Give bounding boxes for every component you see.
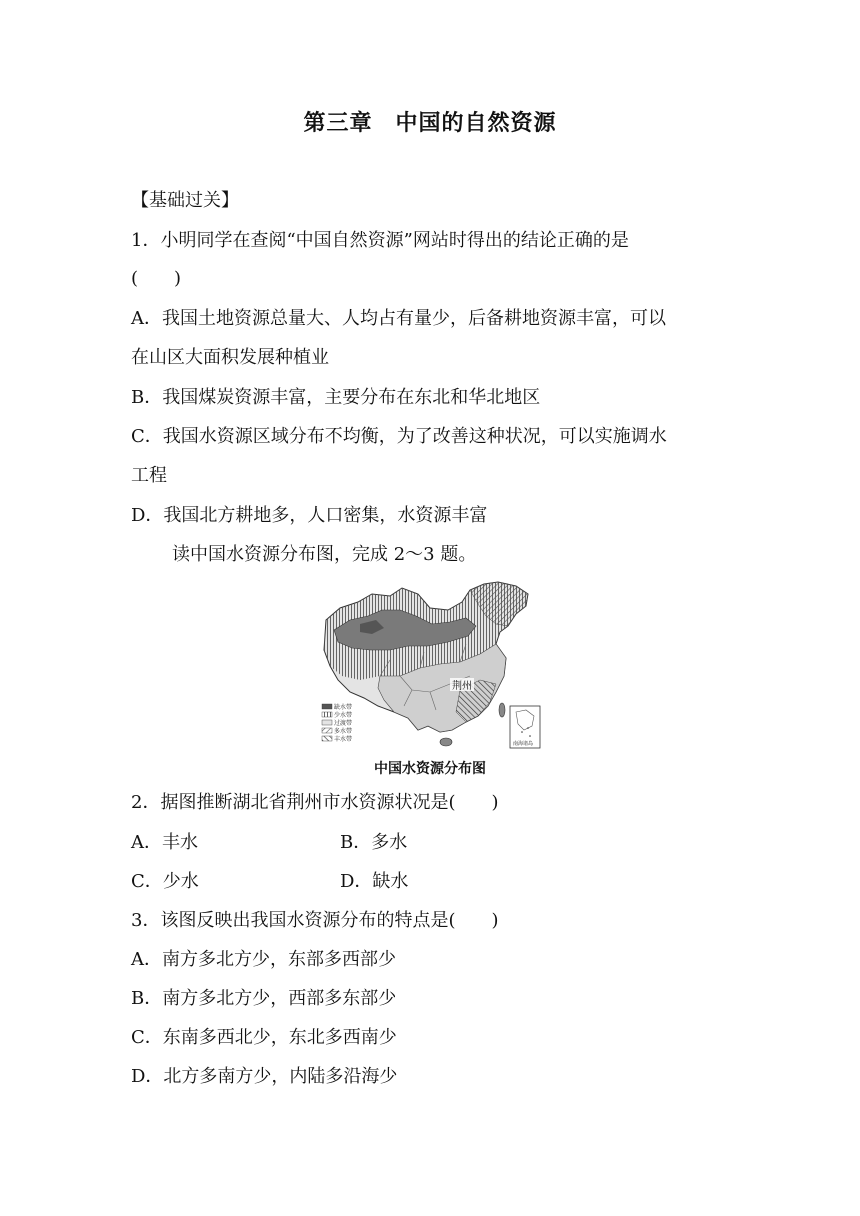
- q2-stem: 2．据图推断湖北省荆州市水资源状况是( ): [131, 792, 499, 813]
- legend-item-2: 少水带: [334, 712, 353, 719]
- q2-option-a: A．丰水: [131, 832, 198, 853]
- q1-option-c: C．我国水资源区域分布不均衡，为了改善这种状况，可以实施调水: [131, 426, 667, 447]
- legend-item-1: 缺水带: [334, 704, 353, 711]
- q1-option-a-cont: 在山区大面积发展种植业: [131, 347, 329, 368]
- water-resource-map: [320, 580, 546, 752]
- q1-stem-bracket: ( ): [131, 268, 182, 289]
- legend-item-3: 过渡带: [334, 720, 353, 727]
- q1-stem: 1．小明同学在查阅“中国自然资源”网站时得出的结论正确的是: [131, 230, 629, 251]
- q3-option-c: C．东南多西北少，东北多西南少: [131, 1027, 397, 1048]
- q2-option-c: C．少水: [131, 871, 199, 892]
- legend-item-4: 多水带: [334, 728, 353, 735]
- q3-option-d: D．北方多南方少，内陆多沿海少: [131, 1066, 398, 1087]
- legend-item-5: 丰水带: [334, 736, 353, 743]
- q2-options-row2: [131, 869, 409, 895]
- q2-option-d: D．缺水: [340, 871, 409, 892]
- q1-option-d: D．我国北方耕地多，人口密集，水资源丰富: [131, 505, 488, 526]
- map-caption: 中国水资源分布图: [374, 761, 486, 777]
- q1-option-c-cont: 工程: [131, 465, 167, 486]
- q2-options-row1: [131, 830, 408, 856]
- south-china-sea-inset: [510, 706, 540, 748]
- q1-option-b: B．我国煤炭资源丰富，主要分布在东北和华北地区: [131, 387, 541, 408]
- q1-option-a: A．我国土地资源总量大、人均占有量少，后备耕地资源丰富，可以: [131, 308, 666, 329]
- inset-label: 南海诸岛: [513, 741, 534, 747]
- chapter-title: 第三章 中国的自然资源: [303, 111, 557, 136]
- q3-stem: 3．该图反映出我国水资源分布的特点是( ): [131, 910, 499, 931]
- map-city-label: 荆州: [452, 681, 472, 692]
- map-intro: 读中国水资源分布图，完成 2～3 题。: [172, 544, 477, 565]
- q2-option-b: B．多水: [340, 832, 408, 853]
- map-legend: [322, 703, 352, 743]
- q3-option-a: A．南方多北方少，东部多西部少: [131, 949, 396, 970]
- q3-option-b: B．南方多北方少，西部多东部少: [131, 988, 397, 1009]
- section-heading: 【基础过关】: [131, 190, 239, 211]
